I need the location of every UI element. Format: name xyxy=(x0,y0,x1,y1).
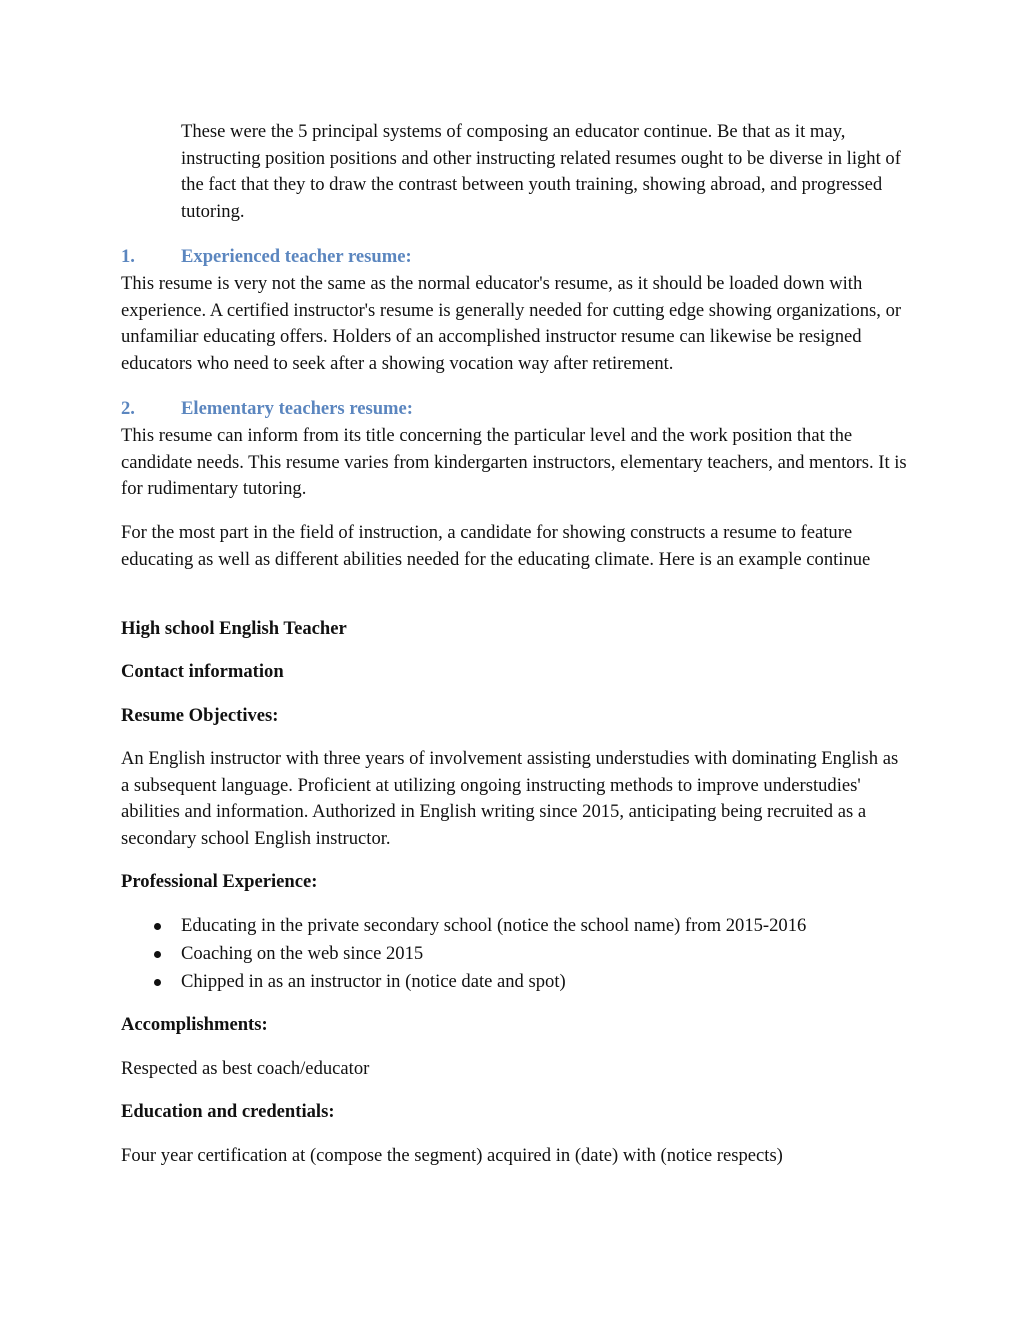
list-item xyxy=(121,968,911,996)
education-text: Four year certification at (compose the segment) acquired in (date) with (notice respects) xyxy=(121,1145,783,1166)
list-item xyxy=(121,912,911,940)
experience-heading: Professional Experience: xyxy=(121,871,318,892)
example-job-title: High school English Teacher xyxy=(121,618,347,639)
intro-paragraph: These were the 5 principal systems of composing an educator continue. Be that as it may, instructing position positions and other instructing related resumes ought to be diverse in light of the fact that they to draw the contrast between youth training, showing abroad, and progressed tutoring. xyxy=(181,121,901,222)
bullet-icon xyxy=(154,923,161,930)
section-title: Elementary teachers resume: xyxy=(181,398,413,419)
objectives-text: An English instructor with three years of involvement assisting understudies with dominating English as a subsequent language. Proficient at utilizing ongoing instructing methods to improve understudies' abilities and information. Authorized in English writing since 2015, anticipating being recruited as a secondary school English instructor. xyxy=(121,748,899,849)
list-item xyxy=(121,940,911,968)
list-item-text: Chipped in as an instructor in (notice date and spot) xyxy=(181,971,566,992)
section-number: 1. xyxy=(121,246,135,267)
list-item-text: Educating in the private secondary school (notice the school name) from 2015-2016 xyxy=(181,915,807,936)
list-item-text: Coaching on the web since 2015 xyxy=(181,943,424,964)
objectives-heading: Resume Objectives: xyxy=(121,705,279,726)
section-body-experienced: This resume is very not the same as the normal educator's resume, as it should be loaded down with experience. A certified instructor's resume is generally needed for cutting edge showing organizations, or unfamiliar educating offers. Holders of an accomplished instructor resume can likewise be resigned educators who need to seek after a showing vocation way after retirement. xyxy=(121,273,902,374)
education-heading: Education and credentials: xyxy=(121,1101,335,1122)
bullet-icon xyxy=(154,979,161,986)
bullet-icon xyxy=(154,951,161,958)
section-heading-elementary xyxy=(121,396,911,423)
accomplishments-heading: Accomplishments: xyxy=(121,1014,268,1035)
section-title: Experienced teacher resume: xyxy=(181,246,412,267)
accomplishments-text: Respected as best coach/educator xyxy=(121,1058,370,1079)
section-heading-experienced xyxy=(121,244,911,271)
contact-heading: Contact information xyxy=(121,661,284,682)
transition-paragraph: For the most part in the field of instruction, a candidate for showing constructs a resume to feature educating as well as different abilities needed for the educating climate. Here is an example continue xyxy=(121,522,871,570)
section-body-elementary: This resume can inform from its title concerning the particular level and the work position that the candidate needs. This resume varies from kindergarten instructors, elementary teachers, and mentors. It is for rudimentary tutoring. xyxy=(121,425,907,500)
experience-list xyxy=(121,912,911,996)
section-number: 2. xyxy=(121,398,135,419)
